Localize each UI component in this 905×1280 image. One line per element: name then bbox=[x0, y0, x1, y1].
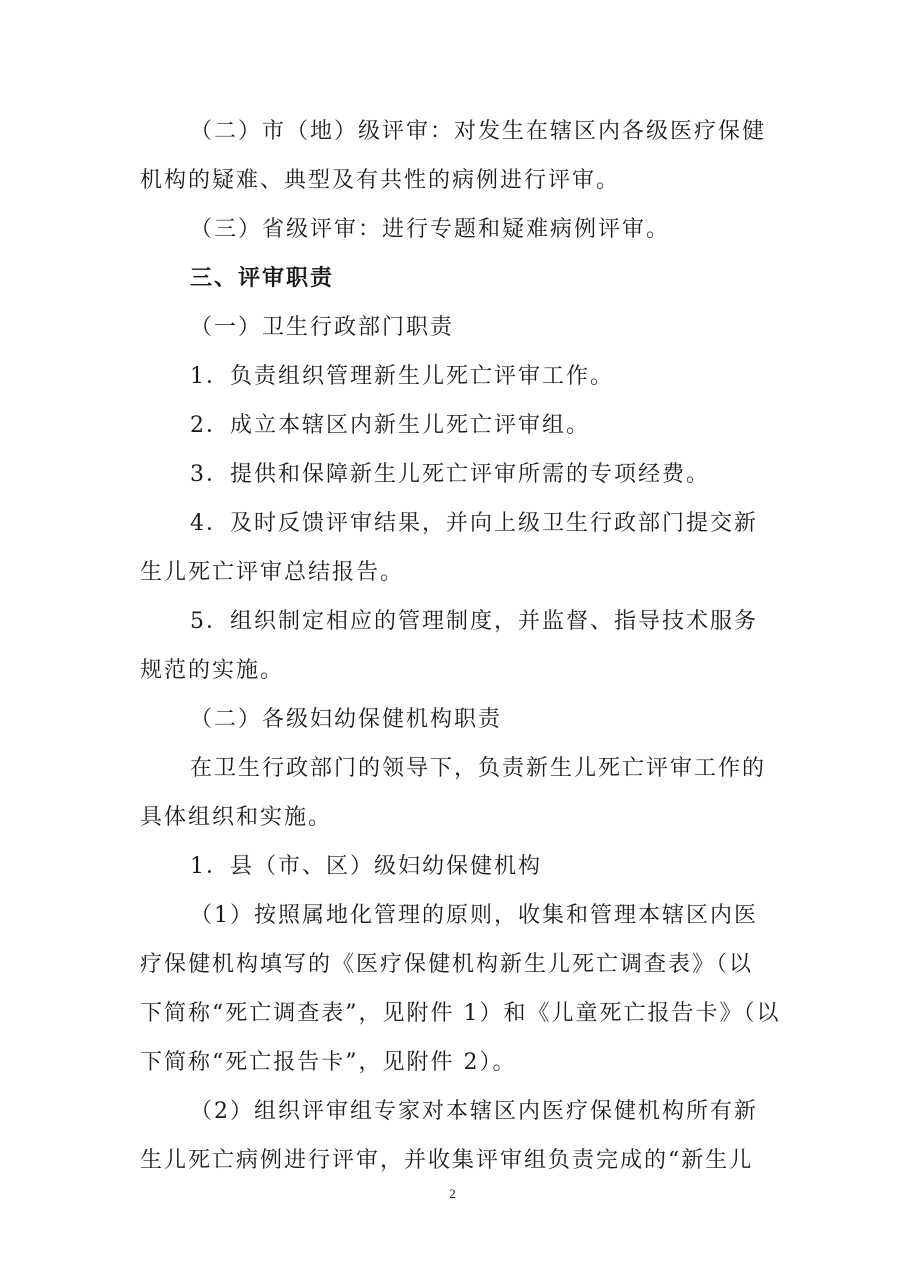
section-heading: 三、评审职责 bbox=[190, 266, 335, 291]
list-item: 1．负责组织管理新生儿死亡评审工作。 bbox=[190, 364, 614, 389]
list-item: （2）组织评审组专家对本辖区内医疗保健机构所有新 bbox=[190, 1099, 758, 1124]
list-item: 1．县（市、区）级妇幼保健机构 bbox=[190, 854, 542, 879]
list-item: 2．成立本辖区内新生儿死亡评审组。 bbox=[190, 413, 590, 438]
paragraph-line: 规范的实施。 bbox=[140, 658, 285, 683]
list-item: （1）按照属地化管理的原则，收集和管理本辖区内医 bbox=[190, 903, 758, 928]
paragraph-line: 下简称“死亡调查表”，见附件 1）和《儿童死亡报告卡》（以 bbox=[140, 1001, 781, 1026]
paragraph-line: （二）市（地）级评审：对发生在辖区内各级医疗保健 bbox=[190, 119, 767, 144]
page-number: 2 bbox=[449, 1186, 456, 1201]
paragraph-line: （三）省级评审：进行专题和疑难病例评审。 bbox=[190, 217, 671, 242]
paragraph-line: 在卫生行政部门的领导下，负责新生儿死亡评审工作的 bbox=[190, 756, 767, 781]
paragraph-line: 机构的疑难、典型及有共性的病例进行评审。 bbox=[140, 168, 621, 193]
subsection-heading: （二）各级妇幼保健机构职责 bbox=[190, 707, 503, 732]
paragraph-line: 生儿死亡病例进行评审，并收集评审组负责完成的“新生儿 bbox=[140, 1148, 754, 1173]
list-item: 3．提供和保障新生儿死亡评审所需的专项经费。 bbox=[190, 462, 710, 487]
paragraph-line: 疗保健机构填写的《医疗保健机构新生儿死亡调查表》（以 bbox=[140, 952, 754, 977]
list-item: 4．及时反馈评审结果，并向上级卫生行政部门提交新 bbox=[190, 511, 758, 536]
subsection-heading: （一）卫生行政部门职责 bbox=[190, 315, 455, 340]
paragraph-line: 具体组织和实施。 bbox=[140, 805, 333, 830]
paragraph-line: 生儿死亡评审总结报告。 bbox=[140, 560, 405, 585]
list-item: 5．组织制定相应的管理制度，并监督、指导技术服务 bbox=[190, 609, 758, 634]
paragraph-line: 下简称“死亡报告卡”，见附件 2）。 bbox=[140, 1050, 517, 1075]
